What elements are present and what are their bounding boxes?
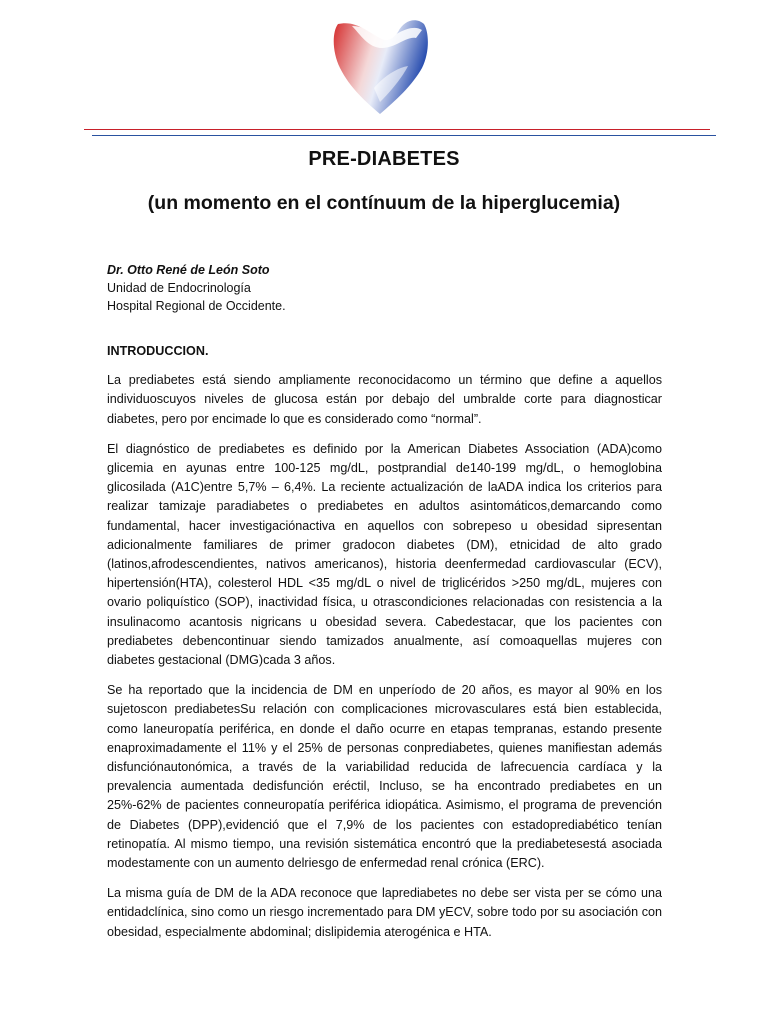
document-title: PRE-DIABETES [308, 148, 460, 170]
header-rule-red [84, 129, 710, 130]
document-body [107, 342, 662, 953]
document-subtitle: (un momento en el contínuum de la hiperglucemia) [147, 192, 621, 214]
paragraph: La misma guía de DM de la ADA reconoce que laprediabetes no debe ser vista per se cómo una entidadclínica, sino como un riesgo incrementado para DM yECV, sobre todo por su asociación con obesidad, especialmente abdominal; dislipidemia aterogénica e HTA. [107, 886, 662, 939]
author-block [107, 261, 286, 315]
section-heading: INTRODUCCION. [107, 344, 209, 358]
paragraph: La prediabetes está siendo ampliamente reconocidacomo un término que define a aquellos individuoscuyos niveles de glucosa están por debajo del umbralde corte para diagnosticar diabetes, pero por encimade lo que es considerado como “normal”. [107, 373, 662, 426]
author-unit: Unidad de Endocrinología [107, 281, 251, 295]
heart-logo-icon [330, 18, 432, 118]
author-name: Dr. Otto René de León Soto [107, 263, 270, 277]
paragraph: El diagnóstico de prediabetes es definido por la American Diabetes Association (ADA)como glicemia en ayunas entre 100-125 mg/dL, postprandial de140-199 mg/dL, o hemoglobina glicosilada (A1C)entre 5,7% – 6,4%. La reciente actualización de laADA indica los criterios para realizar tamizaje paradiabetes o prediabetes en adultos asintomáticos,demarcando como fundamental, hacer investigaciónactiva en aquellos con sobrepeso u obesidad sipresentan adicionalmente familiares de primer gradocon diabetes (DM), etnicidad de alto grado (latinos,afrodescendientes, nativos americanos), historia deenfermedad cardiovascular (ECV), hipertensión(HTA), colesterol HDL <35 mg/dL o nivel de triglicéridos >250 mg/dL, mujeres con ovario poliquístico (SOP), inactividad física, u otrascondiciones relacionadas con resistencia a la insulinacomo acantosis nigricans u obesidad severa. Cabedestacar, que los pacientes con prediabetes debencontinuar siendo tamizados anualmente, así comoaquellas mujeres con diabetes gestacional (DMG)cada 3 años. [107, 441, 662, 668]
paragraph: Se ha reportado que la incidencia de DM en unperíodo de 20 años, es mayor al 90% en los sujetoscon prediabetesSu relación con complicaciones microvasculares está bien establecida, como laneuropatía periférica, en donde el daño ocurre en etapas tempranas, estando presente enaproximadamente el 11% y el 25% de personas conprediabetes, quienes manifiestan además disfunciónautonómica, a través de la variabilidad reducida de lafrecuencia cardíaca y la prevalencia aumentada dedisfunción eréctil, Incluso, se ha encontrado prediabetes en un 25%-62% de pacientes conneuropatía periférica idiopática. Asimismo, el programa de prevención de Diabetes (DPP),evidenció que el 7,9% de los pacientes con estadoprediabético tenían retinopatía. Al mismo tiempo, una revisión sistemática encontró que la prediabetesestá asociada modestamente con un aumento delriesgo de enfermedad renal crónica (ERC). [107, 683, 662, 871]
author-hospital: Hospital Regional de Occidente. [107, 299, 286, 313]
header-rule-blue [92, 135, 716, 136]
